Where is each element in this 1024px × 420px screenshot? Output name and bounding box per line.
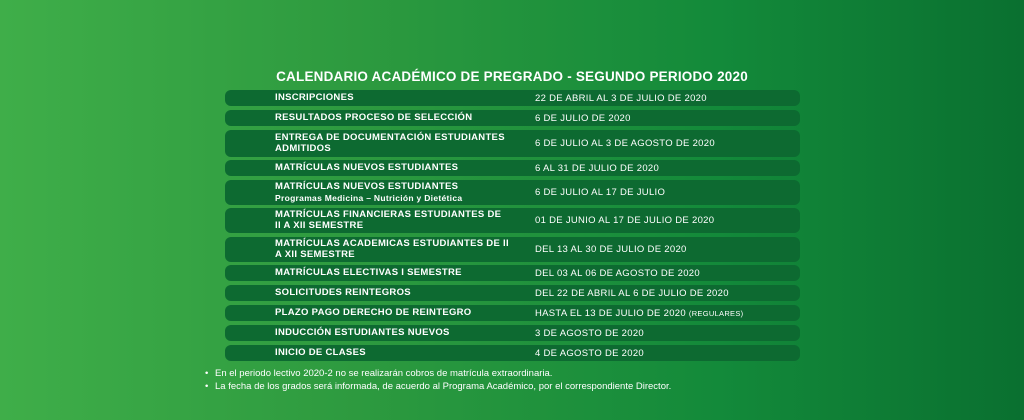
row-label: MATRÍCULAS FINANCIERAS ESTUDIANTES DE II A XII SEMESTRE [275,209,502,231]
row-label [275,182,510,203]
row-date: DEL 22 DE ABRIL AL 6 DE JULIO DE 2020 [535,287,729,299]
table-row [225,160,800,176]
row-date: 6 DE JULIO DE 2020 [535,112,631,124]
row-label: INSCRIPCIONES [275,91,354,103]
table-row [225,325,800,341]
footnote [205,380,671,393]
table-row [225,130,800,157]
row-label: MATRÍCULAS NUEVOS ESTUDIANTES [275,161,459,173]
row-date: 3 DE AGOSTO DE 2020 [535,327,645,339]
bullet-icon: • [205,381,209,392]
row-date: 6 DE JULIO AL 17 DE JULIO [535,187,666,198]
row-date-note: (REGULARES) [688,308,744,318]
footnote-text: La fecha de los grados será informada, de acuerdo al Programa Académico, por el correspondiente Director. [215,381,672,392]
table-row [225,110,800,126]
row-date: 6 DE JULIO AL 3 DE AGOSTO DE 2020 [535,138,715,149]
row-label: MATRÍCULAS ACADEMICAS ESTUDIANTES DE II A XII SEMESTRE [275,238,509,260]
row-date: 01 DE JUNIO AL 17 DE JULIO DE 2020 [535,215,715,226]
table-row [225,90,800,106]
row-date: DEL 03 AL 06 DE AGOSTO DE 2020 [535,267,700,279]
footnote [205,367,671,380]
table-row [225,180,800,205]
row-label: PLAZO PAGO DERECHO DE REINTEGRO [275,306,472,318]
footnote-text: En el periodo lectivo 2020-2 no se realizarán cobros de matrícula extraordinaria. [215,368,553,379]
table-row [225,265,800,281]
row-label: INDUCCIÓN ESTUDIANTES NUEVOS [275,326,450,338]
table-row [225,208,800,233]
table-row [225,305,800,321]
row-label: MATRÍCULAS ELECTIVAS I SEMESTRE [275,266,462,278]
row-date: 4 DE AGOSTO DE 2020 [535,347,645,359]
table-row [225,285,800,301]
row-label: SOLICITUDES REINTEGROS [275,286,411,298]
row-date-main: HASTA EL 13 DE JULIO DE 2020 [535,307,689,319]
row-label-main: MATRÍCULAS NUEVOS ESTUDIANTES [275,181,459,192]
table-row [225,345,800,361]
row-date: 6 AL 31 DE JULIO DE 2020 [535,162,660,174]
row-label: ENTREGA DE DOCUMENTACIÓN ESTUDIANTES ADMITIDOS [275,132,505,154]
row-date [535,308,743,319]
page-title: CALENDARIO ACADÉMICO DE PREGRADO - SEGUNDO PERIODO 2020 [276,69,748,84]
row-label-sub: Programas Medicina – Nutrición y Dietética [275,192,463,203]
row-date: 22 DE ABRIL AL 3 DE JULIO DE 2020 [535,92,707,104]
row-label: RESULTADOS PROCESO DE SELECCIÓN [275,111,473,123]
row-label: INICIO DE CLASES [275,346,366,358]
footnotes [205,367,671,393]
bullet-icon: • [205,368,209,379]
table-row [225,237,800,262]
row-date: DEL 13 AL 30 DE JULIO DE 2020 [535,244,687,255]
